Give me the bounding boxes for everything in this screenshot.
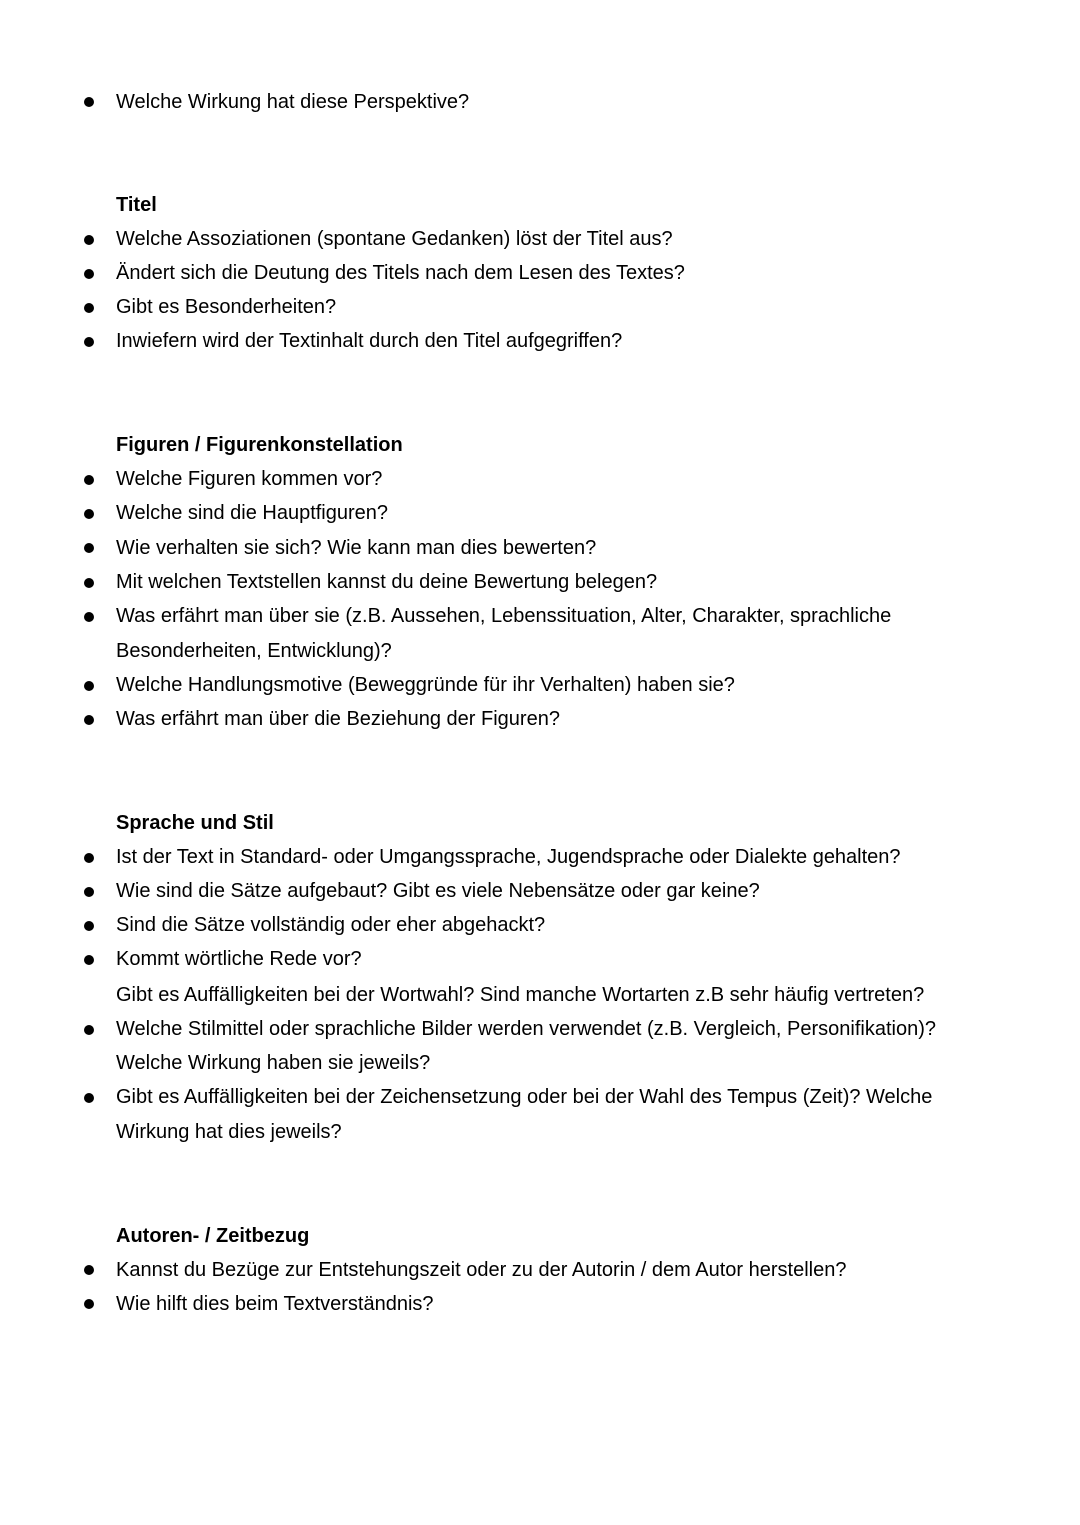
bullet-icon <box>84 337 94 347</box>
list-item: Welche Wirkung hat diese Perspektive? <box>116 91 470 113</box>
list-item: Wie sind die Sätze aufgebaut? Gibt es viele Nebensätze oder gar keine? <box>116 880 760 902</box>
list-item: Welche Figuren kommen vor? <box>116 468 383 490</box>
list-item: Gibt es Auffälligkeiten bei der Zeichensetzung oder bei der Wahl des Tempus (Zeit)? Welche <box>116 1086 933 1108</box>
list-item: Mit welchen Textstellen kannst du deine Bewertung belegen? <box>116 571 658 593</box>
bullet-icon <box>84 303 94 313</box>
bullet-icon <box>84 853 94 863</box>
list-item: Ändert sich die Deutung des Titels nach dem Lesen des Textes? <box>116 262 685 284</box>
section-heading-sprache: Sprache und Stil <box>116 812 274 834</box>
bullet-icon <box>84 955 94 965</box>
section-heading-titel: Titel <box>116 194 157 216</box>
bullet-icon <box>84 269 94 279</box>
bullet-icon <box>84 1265 94 1275</box>
bullet-icon <box>84 1025 94 1035</box>
bullet-icon <box>84 543 94 553</box>
bullet-icon <box>84 921 94 931</box>
bullet-icon <box>84 235 94 245</box>
bullet-icon <box>84 715 94 725</box>
bullet-icon <box>84 887 94 897</box>
list-item: Wie verhalten sie sich? Wie kann man dies bewerten? <box>116 537 597 559</box>
bullet-icon <box>84 1093 94 1103</box>
bullet-icon <box>84 509 94 519</box>
section-heading-autoren: Autoren- / Zeitbezug <box>116 1225 310 1247</box>
list-item-continuation: Besonderheiten, Entwicklung)? <box>116 640 392 662</box>
list-item: Welche Stilmittel oder sprachliche Bilder werden verwendet (z.B. Vergleich, Personifikation)? <box>116 1018 937 1040</box>
list-item-continuation: Wirkung hat dies jeweils? <box>116 1121 342 1143</box>
bullet-icon <box>84 578 94 588</box>
list-item-continuation: Gibt es Auffälligkeiten bei der Wortwahl? Sind manche Wortarten z.B sehr häufig vertreten? <box>116 984 925 1006</box>
list-item: Welche sind die Hauptfiguren? <box>116 502 389 524</box>
list-item: Kannst du Bezüge zur Entstehungszeit oder zu der Autorin / dem Autor herstellen? <box>116 1259 847 1281</box>
bullet-icon <box>84 97 94 107</box>
section-heading-figuren: Figuren / Figurenkonstellation <box>116 434 403 456</box>
list-item-continuation: Welche Wirkung haben sie jeweils? <box>116 1052 431 1074</box>
list-item: Ist der Text in Standard- oder Umgangssprache, Jugendsprache oder Dialekte gehalten? <box>116 846 901 868</box>
list-item: Was erfährt man über die Beziehung der Figuren? <box>116 708 560 730</box>
list-item: Gibt es Besonderheiten? <box>116 296 337 318</box>
list-item: Inwiefern wird der Textinhalt durch den Titel aufgegriffen? <box>116 330 623 352</box>
list-item: Wie hilft dies beim Textverständnis? <box>116 1293 434 1315</box>
bullet-icon <box>84 681 94 691</box>
list-item: Sind die Sätze vollständig oder eher abgehackt? <box>116 914 546 936</box>
list-item: Kommt wörtliche Rede vor? <box>116 948 362 970</box>
list-item: Welche Assoziationen (spontane Gedanken) löst der Titel aus? <box>116 228 673 250</box>
bullet-icon <box>84 1299 94 1309</box>
list-item: Welche Handlungsmotive (Beweggründe für ihr Verhalten) haben sie? <box>116 674 735 696</box>
bullet-icon <box>84 475 94 485</box>
bullet-icon <box>84 612 94 622</box>
list-item: Was erfährt man über sie (z.B. Aussehen, Lebenssituation, Alter, Charakter, sprachliche <box>116 605 892 627</box>
